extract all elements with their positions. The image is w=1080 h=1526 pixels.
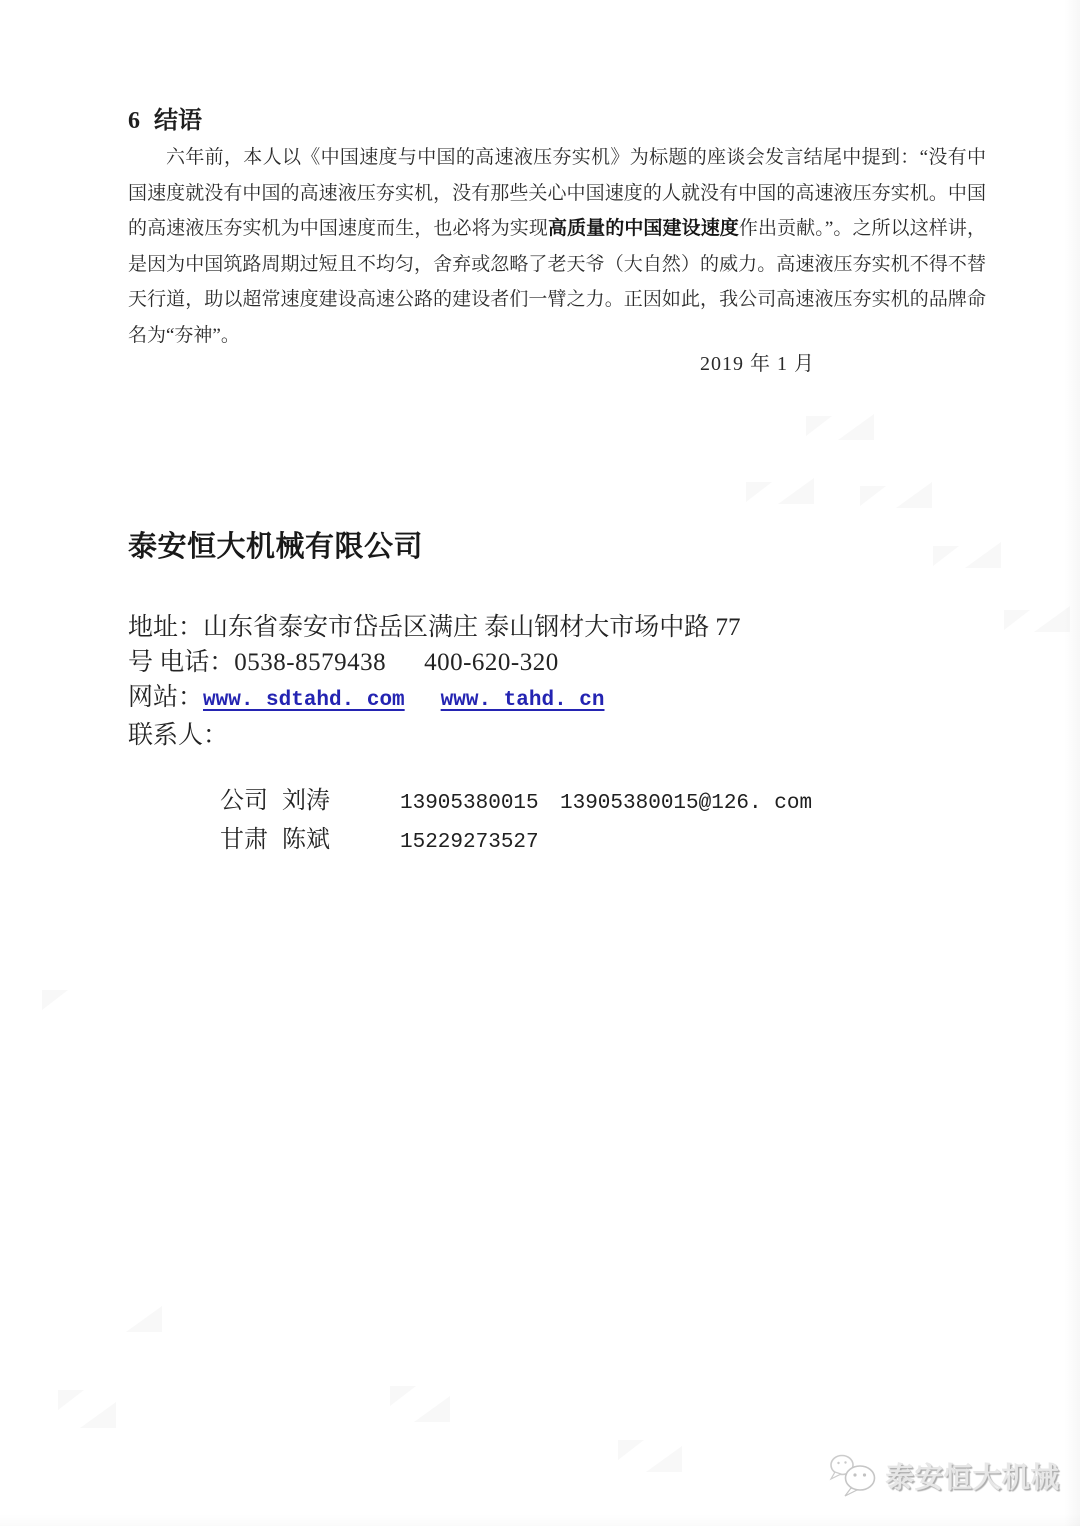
scan-artifact	[933, 546, 959, 566]
wechat-icon	[828, 1452, 880, 1500]
website-label: 网站：	[128, 684, 204, 711]
contact-person: 陈斌	[282, 827, 330, 853]
scan-artifact	[126, 1306, 162, 1332]
emphasized-text: 高质量的中国建设速度	[547, 218, 739, 240]
brand-watermark-text: 泰安恒大机械	[886, 1462, 1061, 1493]
section-heading: 6 结语	[128, 108, 202, 134]
scan-artifact	[896, 482, 932, 508]
scan-artifact	[838, 414, 874, 440]
scan-artifact	[390, 1386, 416, 1406]
scan-edge-shade	[1064, 0, 1080, 1526]
scan-artifact	[414, 1396, 450, 1422]
scan-artifact	[965, 542, 1001, 568]
phone-label: 号 电话：	[128, 649, 235, 676]
scan-artifact	[746, 482, 772, 502]
address-line: 地址：山东省泰安市岱岳区满庄 泰山钢材大市场中路 77	[128, 614, 741, 641]
phone-number-landline: 0538-8579438	[234, 649, 387, 676]
phone-line	[128, 645, 888, 680]
contact-row	[220, 783, 812, 822]
contact-label: 联系人：	[128, 722, 229, 749]
website-link-sdtahd[interactable]: www. sdtahd. com	[203, 689, 405, 712]
contact-list	[220, 783, 812, 861]
company-name: 泰安恒大机械有限公司	[128, 531, 424, 563]
scan-artifact	[646, 1446, 682, 1472]
paragraph-line: 是因为中国筑路周期过短且不均匀，舍弃或忽略了老天爷（大自然）的威力。高速液压夯实机不得不替	[128, 253, 986, 275]
paragraph-line: 名为“夯神”。	[128, 324, 240, 346]
scan-artifact	[806, 416, 832, 436]
scan-artifact	[1004, 610, 1030, 630]
website-line	[128, 680, 888, 718]
contact-phone: 15229273527	[400, 831, 539, 854]
conclusion-paragraph	[128, 140, 986, 354]
contact-org: 公司	[220, 788, 268, 814]
contact-row	[220, 822, 812, 861]
scan-artifact	[42, 990, 68, 1010]
paragraph-line: 国速度就没有中国的高速液压夯实机，没有那些关心中国速度的人就没有中国的高速液压夯实机。中国	[128, 182, 986, 204]
brand-watermark	[828, 1452, 1060, 1500]
scan-artifact	[80, 1402, 116, 1428]
paragraph-line: 六年前，本人以《中国速度与中国的高速液压夯实机》为标题的座谈会发言结尾中提到：“没有中	[166, 147, 986, 168]
paragraph-line	[128, 211, 986, 247]
paragraph-text: 作出贡献。”。之所以这样讲，	[738, 218, 986, 240]
date: 2019 年 1 月	[700, 353, 815, 375]
contact-person: 刘涛	[282, 788, 330, 814]
website-link-tahd[interactable]: www. tahd. cn	[440, 689, 605, 712]
contact-org-person	[220, 783, 400, 820]
scan-artifact	[618, 1440, 644, 1460]
paragraph-text: 的高速液压夯实机为中国速度而生，也必将为实现	[128, 218, 548, 240]
contact-org-person	[220, 822, 400, 859]
scan-artifact	[860, 486, 886, 506]
contact-org: 甘肃	[220, 827, 268, 853]
paragraph-line: 天行道，助以超常速度建设高速公路的建设者们一臂之力。正因如此，我公司高速液压夯实机的品牌命	[128, 289, 986, 311]
scan-artifact	[778, 478, 814, 504]
contact-email: 13905380015@126. com	[560, 792, 813, 815]
phone-number-hotline: 400-620-320	[424, 649, 559, 676]
company-info-block	[128, 610, 888, 753]
contact-phone: 13905380015	[400, 792, 539, 815]
scan-edge-shade	[0, 1514, 1080, 1526]
